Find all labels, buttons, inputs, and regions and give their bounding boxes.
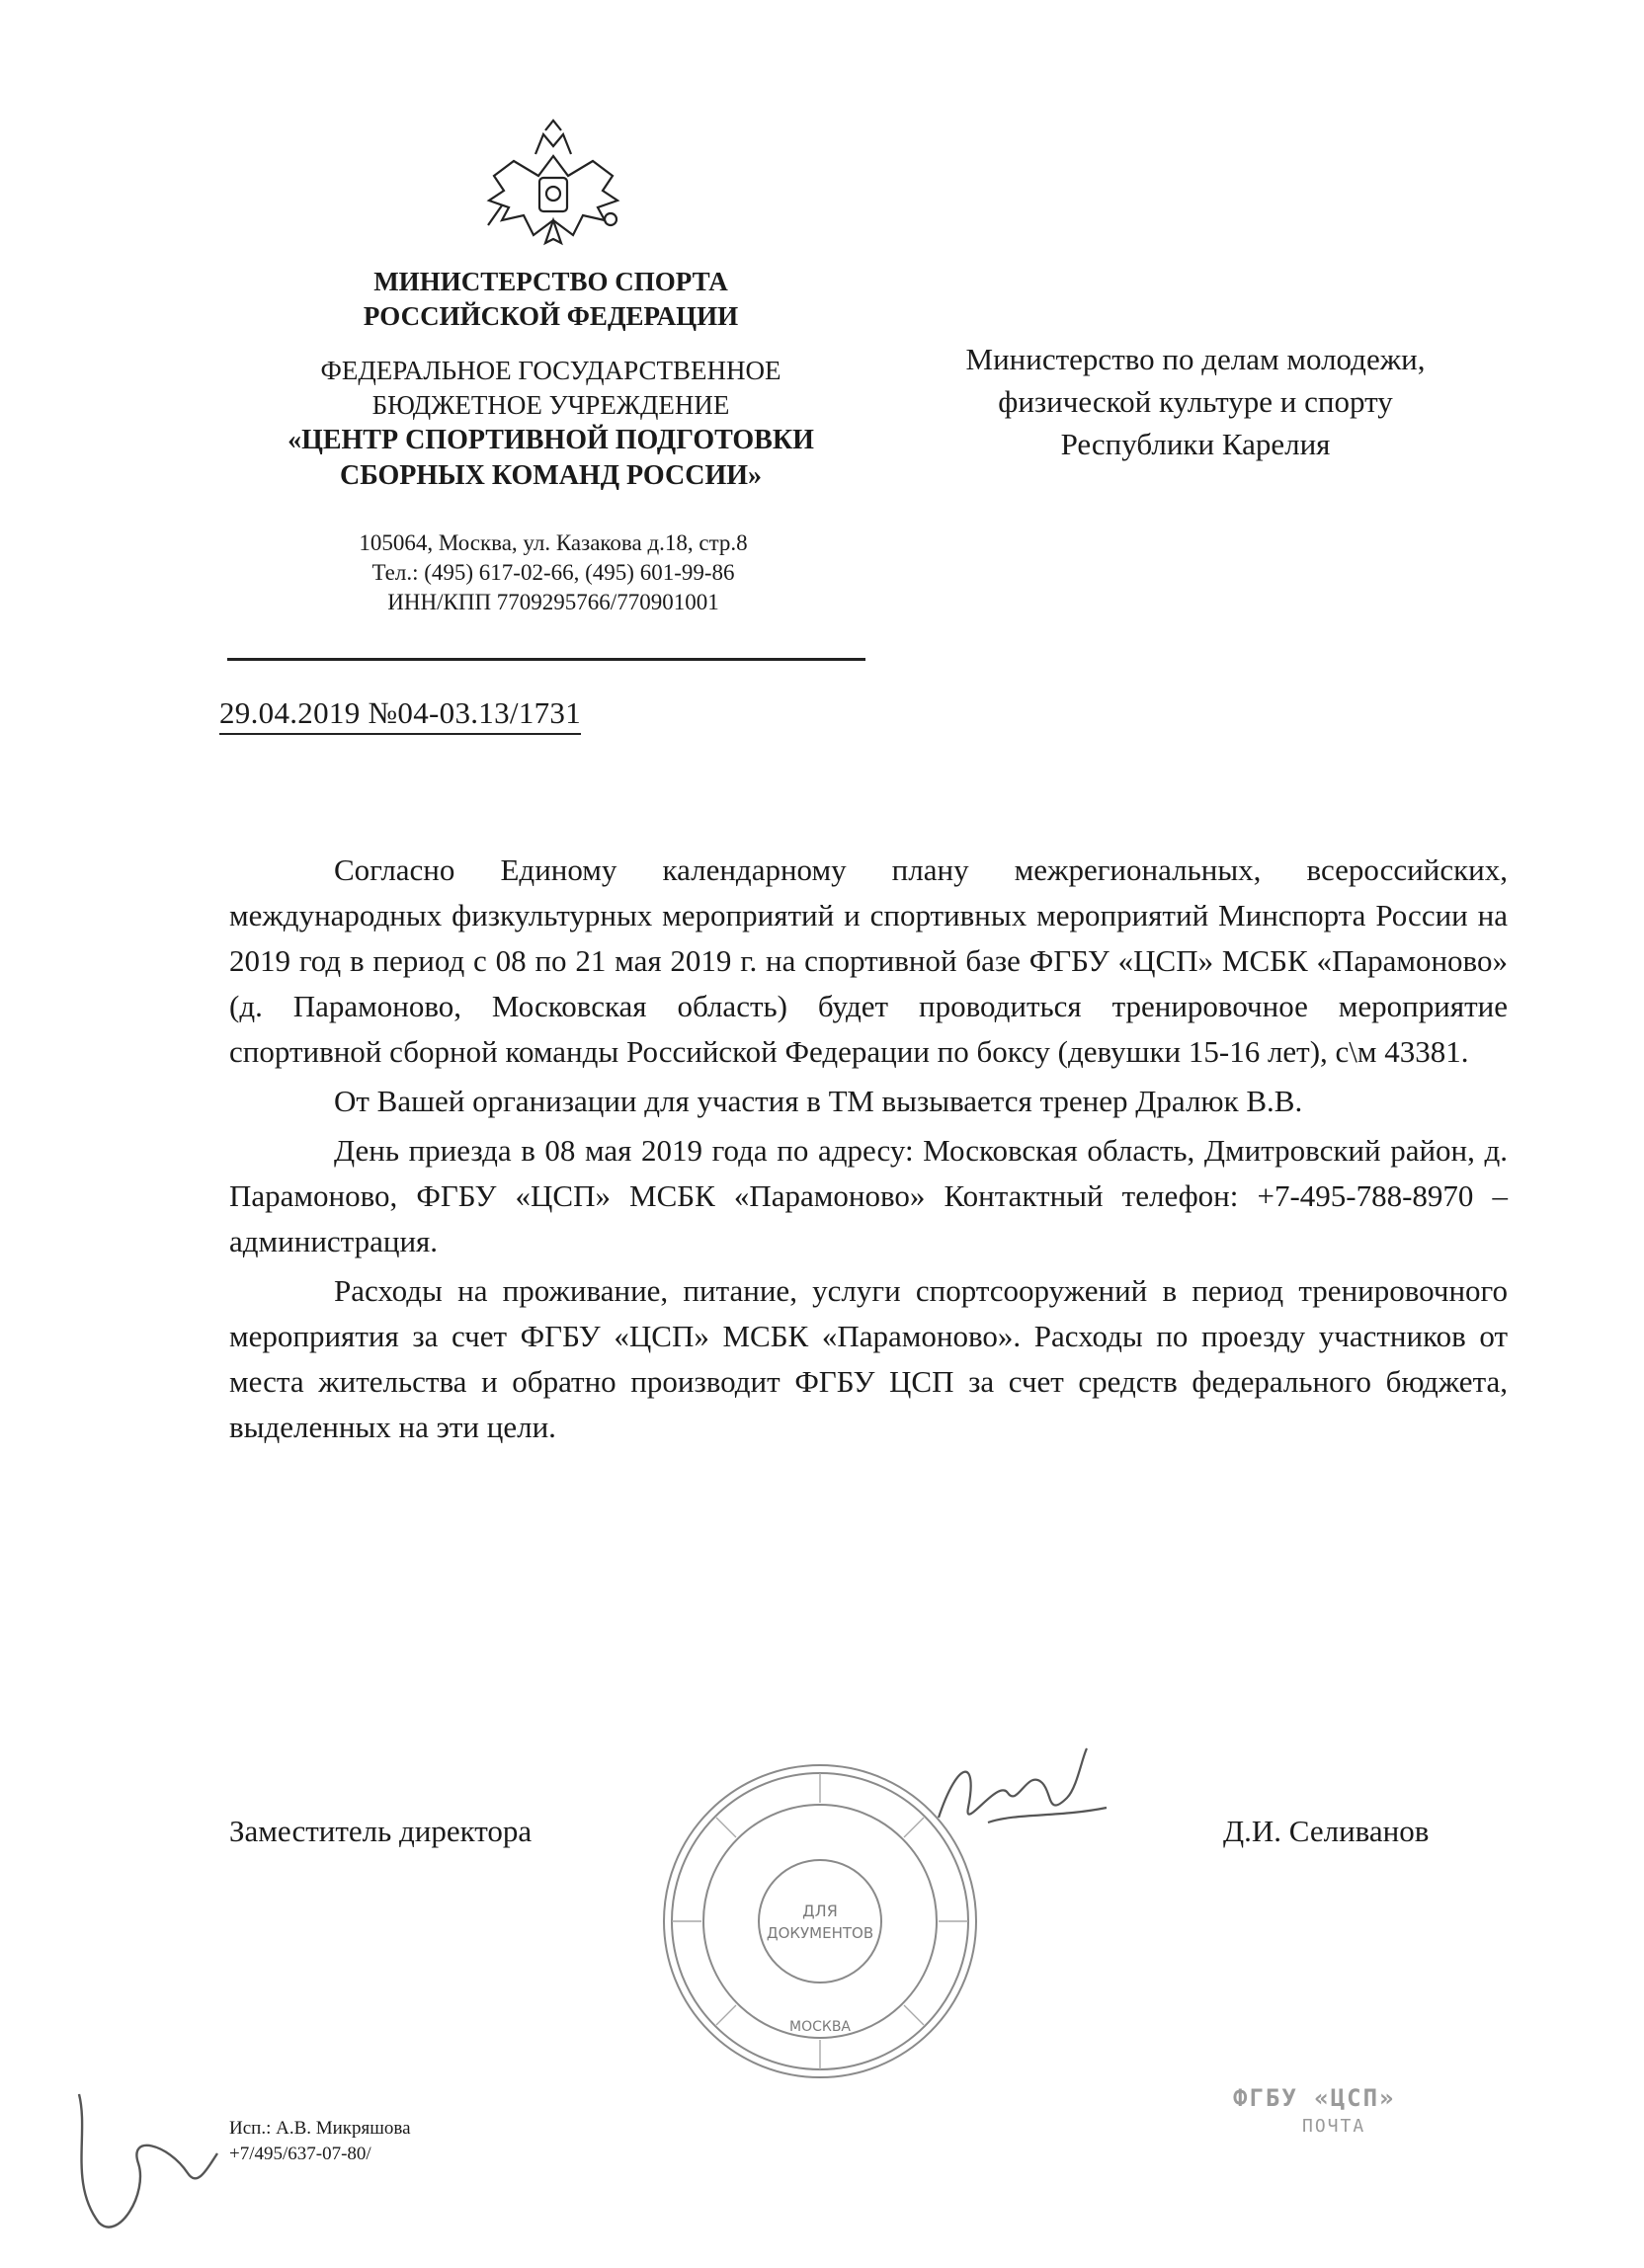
contact-block — [296, 528, 810, 617]
addressee-line-1: Министерство по делам молодежи, — [965, 342, 1426, 376]
body-paragraph: День приезда в 08 мая 2019 года по адресу: Московская область, Дмитровский район, д. Парамоново, ФГБУ «ЦСП» МСБК «Парамоново» Контактный телефон: +7-495-788-8970 – администрация. — [229, 1133, 1508, 1258]
coat-of-arms-emblem-icon — [474, 117, 632, 265]
signatory-position: Заместитель директора — [229, 1814, 533, 1848]
seal-center-line-2: ДОКУМЕНТОВ — [766, 1924, 874, 1942]
fgbu-line-2: БЮДЖЕТНОЕ УЧРЕЖДЕНИЕ — [371, 390, 730, 420]
body-paragraph: Расходы на проживание, питание, услуги спортсооружений в период тренировочного мероприятия за счет ФГБУ «ЦСП» МСБК «Парамоново». Расходы по проезду участников от места жительства и обратно производит ФГБУ ЦСП за счет средств федерального бюджета, выделенных на эти цели. — [229, 1273, 1508, 1444]
signatory-name: Д.И. Селиванов — [1223, 1814, 1430, 1848]
seal-city: МОСКВА — [789, 2019, 851, 2035]
body-paragraph: Согласно Единому календарному плану межрегиональных, всероссийских, международных физкультурных мероприятий и спортивных мероприятий Минспорта России на 2019 год в период с 08 по 21 мая 2019 г. на спортивной базе ФГБУ «ЦСП» МСБК «Парамоново» (д. Парамоново, Московская область) будет проводиться тренировочное мероприятие спортивной сборной команды Российской Федерации по боксу (девушки 15-16 лет), с\м 43381. — [229, 852, 1508, 1069]
ministry-name — [227, 265, 874, 334]
letter-body — [229, 848, 1508, 1454]
mail-stamp-line-2: ПОЧТА — [1302, 2116, 1366, 2137]
fgbu-name — [227, 354, 874, 423]
phone-text: Тел.: (495) 617-02-66, (495) 601-99-86 — [371, 560, 735, 585]
header-divider — [227, 658, 865, 661]
address-text: 105064, Москва, ул. Казакова д.18, стр.8 — [359, 530, 748, 555]
registration-number: 29.04.2019 №04-03.13/1731 — [219, 695, 581, 735]
mail-stamp — [1233, 2084, 1431, 2137]
mail-stamp-line-1: ФГБУ «ЦСП» — [1233, 2084, 1396, 2112]
addressee-line-2: физической культуре и спорту — [998, 384, 1393, 419]
ministry-line-1: МИНИСТЕРСТВО СПОРТА — [373, 267, 728, 296]
executor-name: Исп.: А.В. Микряшова — [229, 2118, 411, 2139]
inn-text: ИНН/КПП 7709295766/770901001 — [387, 590, 719, 614]
ministry-line-2: РОССИЙСКОЙ ФЕДЕРАЦИИ — [363, 301, 739, 331]
executor-phone: +7/495/637-07-80/ — [229, 2144, 371, 2164]
body-paragraph: От Вашей организации для участия в ТМ вызывается тренер Дралюк В.В. — [334, 1084, 1303, 1118]
director-signature-icon — [929, 1739, 1116, 1847]
center-name — [227, 423, 874, 494]
margin-handwritten-mark-icon — [59, 2074, 227, 2242]
center-line-2: СБОРНЫХ КОМАНД РОССИИ» — [339, 460, 763, 491]
seal-center-line-1: ДЛЯ — [802, 1902, 838, 1920]
executor-block — [229, 2116, 411, 2167]
center-line-1: «ЦЕНТР СПОРТИВНОЙ ПОДГОТОВКИ — [288, 425, 814, 455]
addressee-block — [889, 338, 1502, 465]
fgbu-line-1: ФЕДЕРАЛЬНОЕ ГОСУДАРСТВЕННОЕ — [320, 356, 781, 385]
addressee-line-3: Республики Карелия — [1060, 427, 1331, 461]
